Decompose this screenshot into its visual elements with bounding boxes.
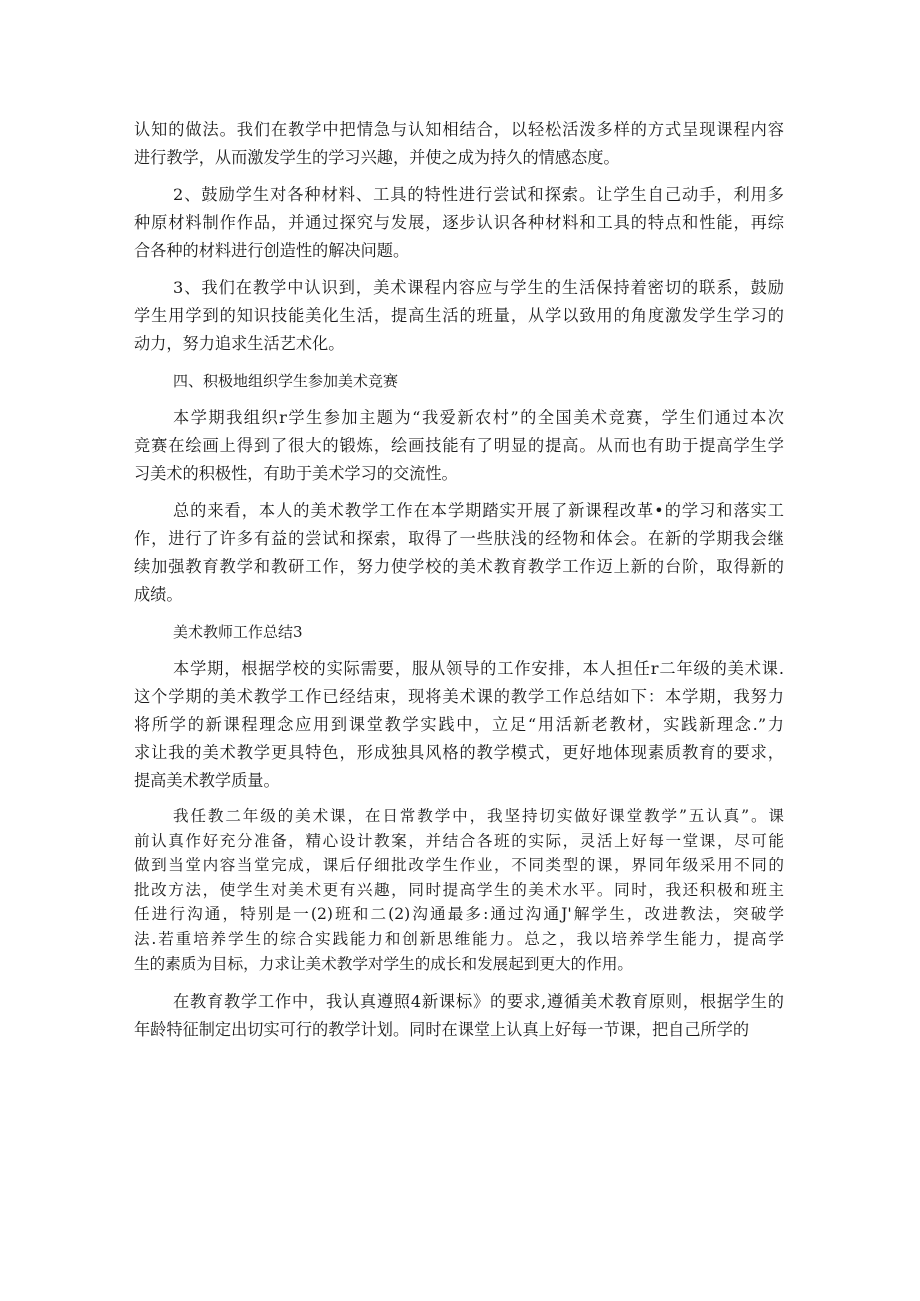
paragraph [134, 274, 784, 358]
text-line: 作，进行了许多有益的尝试和探索，取得了一些肤浅的经物和体会。在新的学期我会继 [134, 529, 784, 548]
text-line: 续加强教育教学和教研工作，努力使学校的美术教育教学工作迈上新的台阶，取得新的 [134, 557, 784, 576]
text-line: 将所学的新课程理念应用到课堂教学实践中，立足“用活新老教材，实践新理念.”力 [134, 715, 784, 734]
paragraph [134, 497, 784, 609]
text-line: 提高美术教学质量。 [134, 771, 280, 790]
text-line: 在教育教学工作中，我认真遵照4新课标》的要求,遵循美术教育原则，根据学生的 [173, 992, 784, 1012]
text-line: 这个学期的美术教学工作已经结束，现将美术课的教学工作总结如下：本学期，我努力 [134, 687, 784, 706]
paragraph [134, 804, 784, 976]
text-line: 批改方法，使学生对美术更有兴趣，同时提高学生的美术水平。同时，我还积极和班主 [134, 880, 784, 899]
text-line: 动力，努力追求生活艺术化。 [134, 334, 345, 353]
section-heading [134, 367, 784, 395]
text-line: 法.若重培养学生的综合实践能力和创新思维能力。总之，我以培养学生能力，提高学 [134, 929, 784, 948]
text-line: 学生用学到的知识技能美化生活，提高生活的班量，从学以致用的角度激发学生学习的 [134, 306, 784, 325]
text-line: 种原材料制作作品，并通过探究与发展，逐步认识各种材料和工具的特点和性能，再综 [134, 213, 784, 232]
text-line: 我任教二年级的美术课，在日常教学中，我坚持切实做好课堂教学”五认真”。课 [173, 807, 784, 825]
text-line: 习美术的积极性，有助于美术学习的交流性。 [134, 464, 458, 483]
text-line: 进行教学，从而激发学生的学习兴趣，并使之成为持久的情感态度。 [134, 148, 620, 167]
paragraph [134, 988, 784, 1044]
text-line: 年龄特征制定出切实可行的教学计划。同时在课堂上认真上好每一节课，把自己所学的 [134, 1020, 750, 1040]
text-line: 2、鼓励学生对各种材料、工具的特性进行尝试和探索。让学生自己动手，利用多 [173, 185, 784, 204]
document-body [134, 116, 784, 1053]
text-line: 本学期，根据学校的实际需要，服从领导的工作安排，本人担任r二年级的美术课. [173, 659, 784, 678]
text-line: 做到当堂内容当堂完成，课后仔细批改学生作业，不同类型的课，界同年级采用不同的 [134, 856, 784, 875]
text-line: 生的素质为目标，力求让美术教学对学生的成长和发展起到更大的作用。 [134, 954, 634, 973]
text-line: 成绩。 [134, 585, 183, 604]
text-line: 3、我们在教学中认识到，美术课程内容应与学生的生活保持着密切的联系，鼓励 [173, 278, 784, 297]
text-line: 合各种的材料进行创造性的解决问题。 [134, 241, 410, 260]
text-line: 前认真作好充分准备，精心设计教案，并结合各班的实际，灵活上好每一堂课，尽可能 [134, 831, 784, 850]
paragraph [134, 181, 784, 265]
paragraph [134, 655, 784, 795]
text-line: 总的来看，本人的美术教学工作在本学期踏实开展了新课程改革•的学习和落实工 [173, 501, 784, 520]
heading-text: 四、积极地组织学生参加美术竞赛 [173, 372, 399, 390]
text-line: 求让我的美术教学更具特色，形成独具风格的教学模式，更好地体现素质教育的要求， [134, 743, 784, 762]
text-line: 认知的做法。我们在教学中把情急与认知相结合，以轻松活泼多样的方式呈现课程内容 [134, 120, 784, 139]
paragraph [134, 116, 784, 172]
heading-text: 美术教师工作总结3 [173, 623, 303, 641]
text-line: 任进行沟通，特别是一(2)班和二(2)沟通最多:通过沟通J'解学生，改进教法，突破学 [134, 905, 784, 924]
text-line: 本学期我组织r学生参加主题为“我爱新农村”的全国美术竞赛，学生们通过本次 [173, 408, 784, 427]
text-line: 竞赛在绘画上得到了很大的锻炼，绘画技能有了明显的提高。从而也有助于提高学生学 [134, 436, 784, 455]
paragraph [134, 404, 784, 488]
section-heading [134, 618, 784, 646]
